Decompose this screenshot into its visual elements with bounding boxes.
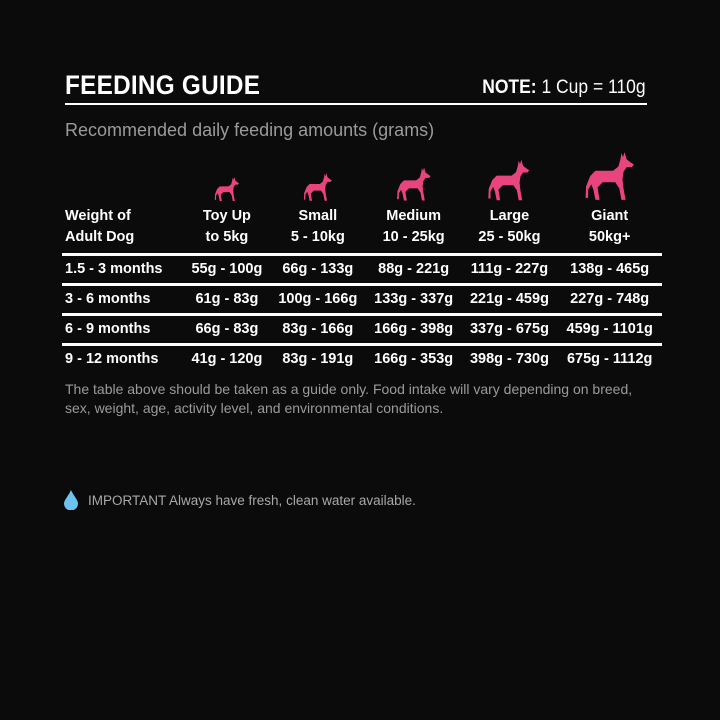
table-header-row — [62, 150, 662, 255]
column-header-small — [270, 150, 366, 255]
age-cell: 9 - 12 months — [62, 345, 184, 374]
amount-cell: 675g - 1112g — [557, 345, 662, 374]
amount-cell: 88g - 221g — [366, 255, 462, 285]
column-header-toy — [184, 150, 270, 255]
amount-cell: 41g - 120g — [184, 345, 270, 374]
note-label: NOTE: — [482, 77, 537, 98]
important-text: IMPORTANT Always have fresh, clean water available. — [88, 492, 416, 508]
amount-cell: 133g - 337g — [366, 285, 462, 315]
note-value: 1 Cup = 110g — [541, 77, 646, 98]
col-line1: Large — [489, 208, 530, 224]
important-note — [64, 490, 416, 510]
corner-header — [62, 150, 184, 255]
table-row — [62, 345, 662, 374]
dog-icon — [487, 158, 531, 202]
col-line2: 25 - 50kg — [478, 229, 541, 245]
amount-cell: 221g - 459g — [462, 285, 558, 315]
disclaimer-text: The table above should be taken as a guide only. Food intake will vary depending on breed, sex, weight, age, activity level, and environmental conditions. — [65, 381, 633, 416]
dog-icon — [303, 172, 333, 202]
column-header-medium — [366, 150, 462, 255]
dog-icon — [584, 150, 636, 202]
col-line1: Toy Up — [202, 208, 251, 224]
amount-cell: 83g - 191g — [270, 345, 366, 374]
subtitle: Recommended daily feeding amounts (grams) — [65, 120, 435, 140]
col-line2: 50kg+ — [588, 229, 631, 245]
table-row — [62, 315, 662, 345]
age-cell: 6 - 9 months — [62, 315, 184, 345]
amount-cell: 398g - 730g — [462, 345, 558, 374]
amount-cell: 61g - 83g — [184, 285, 270, 315]
age-cell: 3 - 6 months — [62, 285, 184, 315]
amount-cell: 166g - 398g — [366, 315, 462, 345]
amount-cell: 227g - 748g — [557, 285, 662, 315]
table-row — [62, 255, 662, 285]
amount-cell: 100g - 166g — [270, 285, 366, 315]
feeding-table — [62, 150, 662, 373]
col-line1: Small — [298, 208, 338, 224]
corner-line1: Weight of — [65, 208, 131, 224]
col-line2: to 5kg — [205, 229, 249, 245]
column-header-giant — [557, 150, 662, 255]
amount-cell: 459g - 1101g — [557, 315, 662, 345]
amount-cell: 138g - 465g — [557, 255, 662, 285]
title-divider — [65, 103, 647, 105]
col-line2: 10 - 25kg — [382, 229, 445, 245]
cup-note — [483, 77, 646, 99]
dog-icon — [214, 176, 240, 202]
col-line1: Giant — [591, 208, 629, 224]
corner-line2: Adult Dog — [65, 229, 135, 245]
amount-cell: 66g - 83g — [184, 315, 270, 345]
column-header-large — [462, 150, 558, 255]
age-cell: 1.5 - 3 months — [62, 255, 184, 285]
col-line2: 5 - 10kg — [290, 229, 345, 245]
amount-cell: 83g - 166g — [270, 315, 366, 345]
amount-cell: 337g - 675g — [462, 315, 558, 345]
dog-icon — [396, 166, 432, 202]
amount-cell: 166g - 353g — [366, 345, 462, 374]
page-title: FEEDING GUIDE — [65, 70, 261, 100]
table-row — [62, 285, 662, 315]
amount-cell: 66g - 133g — [270, 255, 366, 285]
amount-cell: 55g - 100g — [184, 255, 270, 285]
amount-cell: 111g - 227g — [462, 255, 558, 285]
water-drop-icon — [64, 490, 78, 510]
col-line1: Medium — [386, 208, 442, 224]
